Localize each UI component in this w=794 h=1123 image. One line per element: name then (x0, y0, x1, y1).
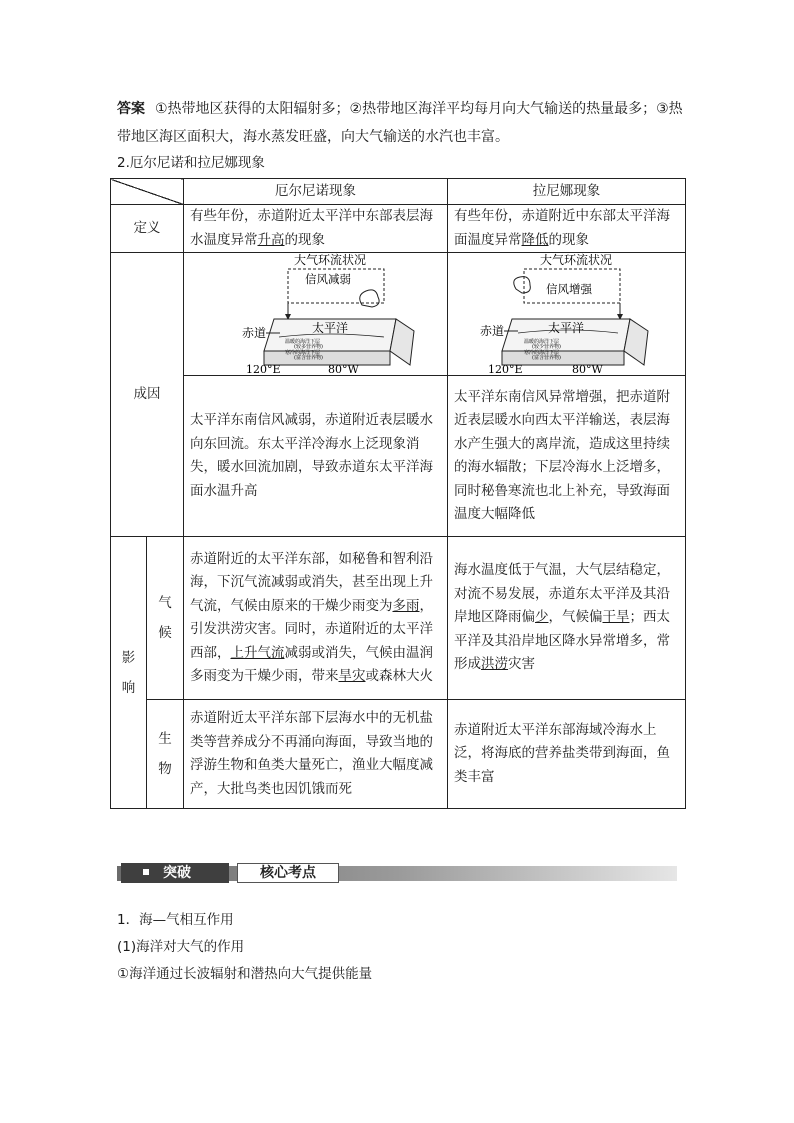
square-bullet-icon (143, 869, 149, 875)
text-part: 有些年份，赤道附近太平洋中东部表层海水温度异常 (190, 208, 433, 248)
ocean-block-front (264, 351, 390, 365)
vertical-label: 影响 (121, 649, 136, 696)
wind-label: 信风增强 (546, 282, 592, 296)
row-label-biology (147, 700, 184, 809)
text-part: 或森林大火 (365, 668, 433, 684)
banner-tag-breakthrough (121, 863, 229, 883)
corner-cell (111, 179, 184, 205)
section-title-sea-air: 1．海—气相互作用 (117, 912, 234, 928)
underlined-answer: 洪涝 (481, 656, 508, 673)
longitude-east: 80°W (572, 363, 603, 375)
diagram-note: (较多营养物) (294, 344, 323, 350)
cause-elnino: 太平洋东南信风减弱，赤道附近表层暖水向东回流。东太平洋冷海水上泛现象消失，暖水回流加剧，导致赤道东太平洋海面水温升高 (184, 376, 448, 537)
equator-label: 赤道 (480, 324, 505, 338)
elnino-diagram-cell (184, 253, 448, 376)
underlined-answer: 多雨 (392, 597, 420, 614)
underlined-answer: 干旱 (602, 609, 630, 626)
answer-paragraph (117, 95, 687, 151)
row-label-cause: 成因 (111, 253, 184, 537)
text-part: 的现象 (548, 231, 589, 248)
comparison-table (110, 178, 686, 809)
banner-tag-core: 核心考点 (237, 863, 339, 883)
underlined-answer: 少 (535, 609, 549, 626)
table-row-cause-diagram (111, 253, 686, 376)
biology-lanina: 赤道附近太平洋东部海域冷海水上泛，将海底的营养盐类带到海面，鱼类丰富 (448, 700, 686, 809)
row-label-climate (147, 537, 184, 700)
underlined-answer: 上升气流 (230, 644, 285, 661)
equator-label: 赤道 (242, 326, 267, 340)
text-part: ，引发洪涝灾害。同时，赤道附近的太平洋西部， (190, 597, 433, 661)
diagram-note: 寒冷的海洋下层 (285, 350, 321, 356)
underlined-answer: 旱灾 (338, 668, 366, 684)
point-energy: ①海洋通过长波辐射和潜热向大气提供能量 (117, 966, 373, 982)
text-part: 减弱或消失，气候由温润多雨变为干燥少雨，带来 (190, 644, 433, 684)
section-banner (117, 860, 677, 886)
answer-text: ①热带地区获得的太阳辐射多；②热带地区海洋平均每月向大气输送的热量最多；③热带地区海区面积大，海水蒸发旺盛，向大气输送的水汽也丰富。 (117, 101, 683, 145)
cause-lanina: 太平洋东南信风异常增强，把赤道附近表层暖水向西太平洋输送，表层海水产生强大的离岸流，造成这里持续的海水辐散；下层冷海水上泛增多，同时秘鲁寒流也北上补充，导致海面温度大幅降低 (448, 376, 686, 537)
diagram-note: 温暖的海洋下层 (285, 339, 321, 345)
longitude-east: 80°W (328, 363, 359, 375)
diagram-title: 大气环流状况 (294, 253, 367, 267)
lanina-circulation-diagram (448, 253, 686, 375)
wind-label: 信风减弱 (305, 272, 351, 286)
lanina-diagram-cell (448, 253, 686, 376)
biology-elnino: 赤道附近太平洋东部下层海水中的无机盐类等营养成分不再涌向海面，导致当地的浮游生物和鱼类大量死亡，渔业大幅度减产，大批鸟类也因饥饿而死 (184, 700, 448, 809)
text-part: ；西太平洋及其沿岸地区降水异常增多，常形成 (454, 609, 670, 673)
longitude-west: 120°E (246, 363, 281, 375)
answer-label: 答案 (117, 101, 145, 117)
climate-lanina (448, 537, 686, 700)
table-row-definition (111, 205, 686, 253)
header-lanina: 拉尼娜现象 (448, 179, 686, 205)
vertical-label: 生物 (158, 731, 172, 777)
elnino-circulation-diagram (184, 253, 448, 375)
definition-elnino (184, 205, 448, 253)
table-row-cause-text (111, 376, 686, 537)
longitude-west: 120°E (488, 363, 523, 375)
ocean-label: 太平洋 (548, 321, 585, 335)
text-part: 的现象 (284, 231, 325, 248)
table-header-row (111, 179, 686, 205)
ocean-label: 太平洋 (312, 321, 349, 335)
diagram-title: 大气环流状况 (540, 253, 613, 267)
text-part: 灾害 (508, 656, 535, 673)
text-part: 海水温度低于气温，大气层结稳定，对流不易发展，赤道东太平洋及其沿岸地区降雨偏 (454, 562, 670, 626)
section-heading-elnino-lanina: 2.厄尔尼诺和拉尼娜现象 (117, 155, 265, 171)
underlined-answer: 降低 (521, 231, 549, 248)
diagram-note: (富含营养物) (294, 355, 323, 361)
table-row-impact-biology (111, 700, 686, 809)
diagram-note: 温暖的海洋下层 (524, 339, 560, 345)
diagram-note: 寒冷的海洋下层 (524, 350, 560, 356)
header-elnino: 厄尔尼诺现象 (184, 179, 448, 205)
cloud-icon (514, 277, 531, 293)
diagram-note: (富含营养物) (532, 355, 561, 361)
diagram-note: (较少营养物) (532, 344, 561, 350)
text-part: 有些年份，赤道附近中东部太平洋海面温度异常 (454, 208, 670, 248)
subsection-ocean-to-atmosphere: (1)海洋对大气的作用 (117, 939, 245, 955)
text-part: ，气候偏 (548, 609, 603, 626)
cloud-icon (360, 290, 379, 307)
banner-tag-text: 突破 (163, 865, 191, 881)
definition-lanina (448, 205, 686, 253)
climate-elnino (184, 537, 448, 700)
row-label-definition: 定义 (111, 205, 184, 253)
row-label-impact (111, 537, 147, 809)
vertical-label: 气候 (158, 595, 172, 641)
table-row-impact-climate (111, 537, 686, 700)
text-part: 赤道附近的太平洋东部，如秘鲁和智利沿海，下沉气流减弱或消失，甚至出现上升气流，气候由原来的干燥少雨变为 (190, 550, 433, 614)
underlined-answer: 升高 (257, 231, 285, 248)
